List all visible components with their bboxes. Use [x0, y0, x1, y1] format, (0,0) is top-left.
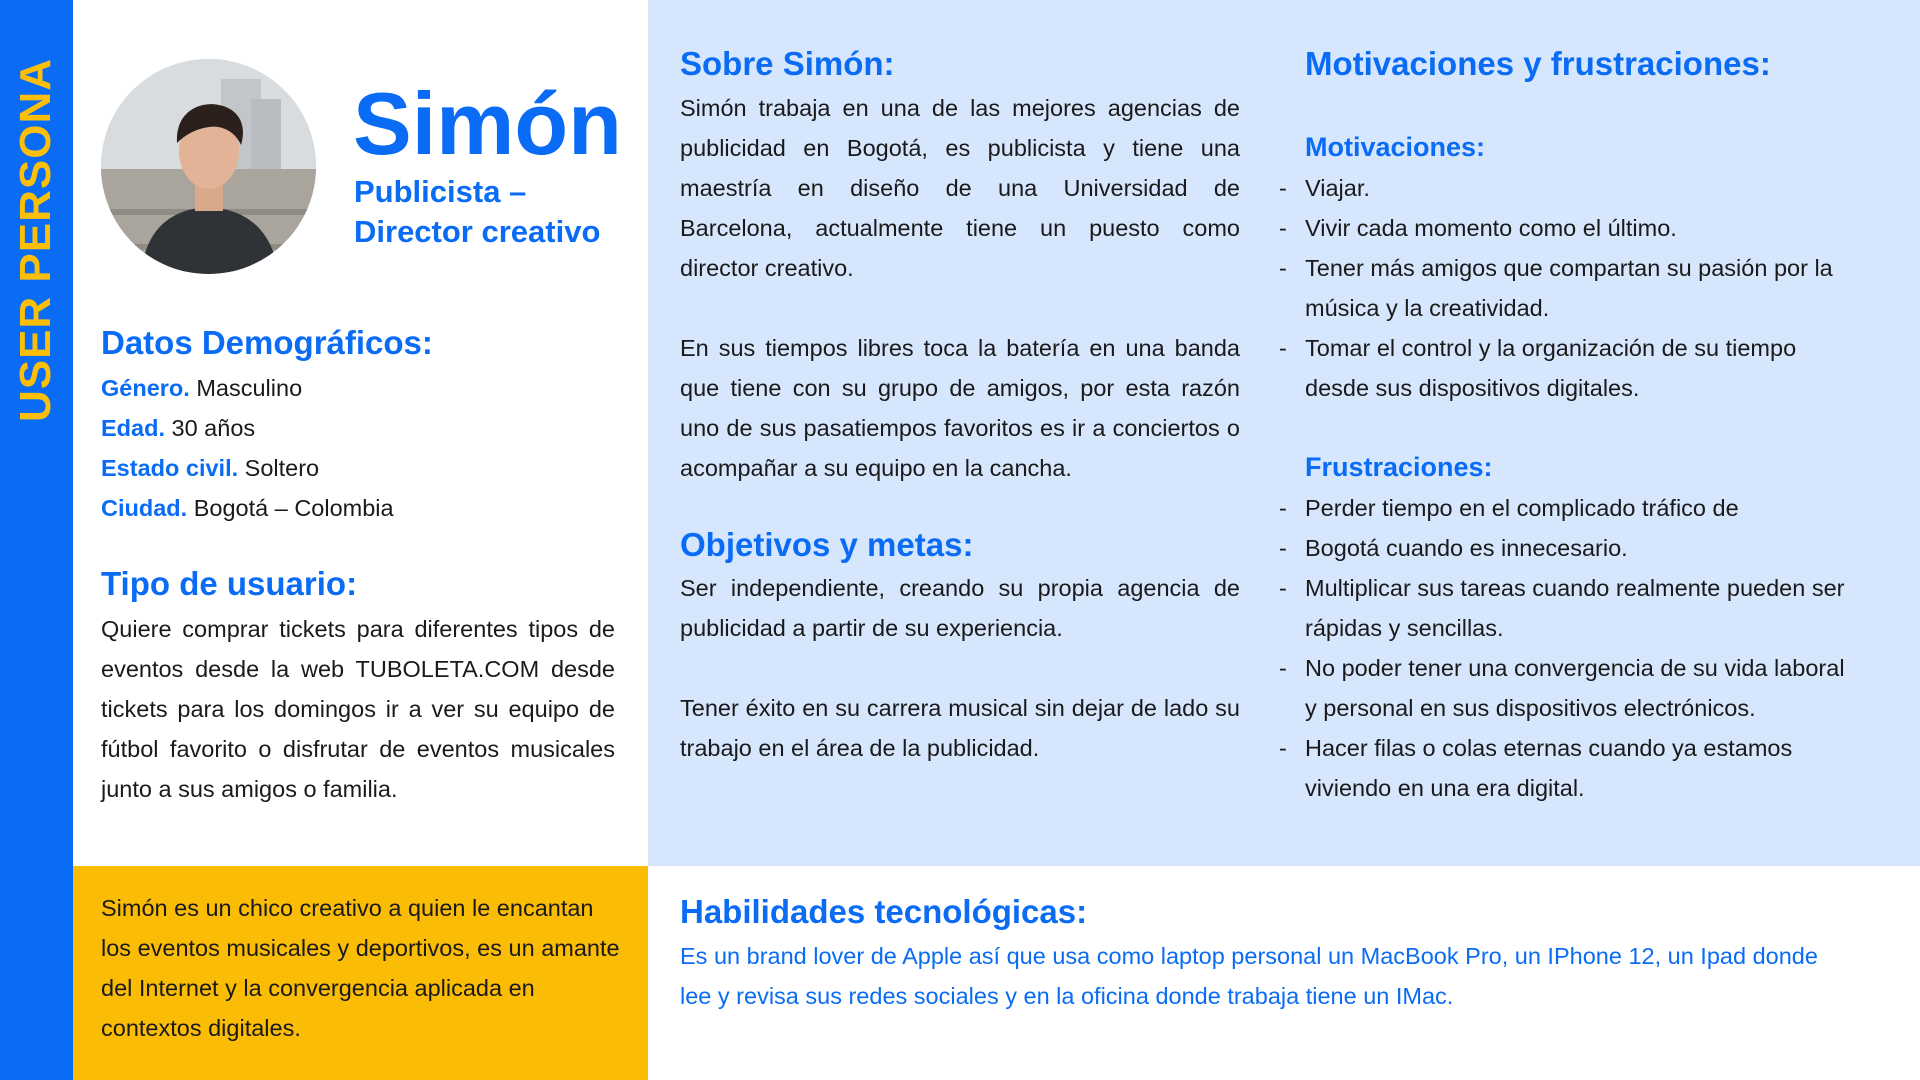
- demographic-value: Soltero: [244, 455, 320, 481]
- user-type-heading: Tipo de usuario:: [101, 565, 358, 602]
- about-paragraph: En sus tiempos libres toca la batería en una banda que tiene con su grupo de amigos, por esta razón uno de sus pasatiempos favoritos es ir a conciertos o acompañar a su equipo en la cancha.: [680, 335, 1240, 481]
- goals-text: [680, 568, 1240, 768]
- motivation-item: - Vivir cada momento como el último.: [1305, 208, 1845, 248]
- goals-paragraph: Tener éxito en su carrera musical sin dejar de lado su trabajo en el área de la publicidad.: [680, 695, 1240, 761]
- motivations-list: [1305, 168, 1845, 408]
- persona-name: Simón: [353, 74, 622, 173]
- motivation-item: - Tener más amigos que compartan su pasión por la música y la creatividad.: [1305, 248, 1845, 328]
- frustration-item: - Bogotá cuando es innecesario.: [1305, 528, 1845, 568]
- demographic-value: 30 años: [171, 415, 256, 441]
- persona-summary: Simón es un chico creativo a quien le encantan los eventos musicales y deportivos, es un amante del Internet y la convergencia aplicada en contextos digitales.: [101, 895, 620, 1041]
- about-heading: Sobre Simón:: [680, 45, 895, 82]
- avatar-photo: [101, 59, 316, 274]
- demographic-label: Género.: [101, 375, 190, 401]
- demographic-value: Masculino: [196, 375, 303, 401]
- tech-skills-text: Es un brand lover de Apple así que usa como laptop personal un MacBook Pro, un IPhone 12, un Ipad donde lee y revisa sus redes sociales y en la oficina donde trabaja tiene un IMac.: [680, 943, 1818, 1009]
- frustration-item: - Perder tiempo en el complicado tráfico de: [1305, 488, 1845, 528]
- motivation-item: - Viajar.: [1305, 168, 1845, 208]
- frustration-item: - No poder tener una convergencia de su vida laboral y personal en sus dispositivos electrónicos.: [1305, 648, 1845, 728]
- demographics-heading: Datos Demográficos:: [101, 324, 433, 361]
- sidebar: [0, 0, 73, 1080]
- frustration-item: - Hacer filas o colas eternas cuando ya estamos viviendo en una era digital.: [1305, 728, 1845, 808]
- tech-skills-heading: Habilidades tecnológicas:: [680, 893, 1088, 930]
- demographic-row-civil-status: [101, 448, 621, 488]
- demographics-list: [101, 368, 621, 528]
- about-paragraph: Simón trabaja en una de las mejores agencias de publicidad en Bogotá, es publicista y tiene una maestría en diseño de una Universidad de Barcelona, actualmente tiene un puesto como director creativo.: [680, 95, 1240, 281]
- demographic-row-city: [101, 488, 621, 528]
- about-text: [680, 88, 1240, 488]
- user-type-text: Quiere comprar tickets para diferentes tipos de eventos desde la web TUBOLETA.COM desde tickets para los domingos ir a ver su equipo de fútbol favorito o disfrutar de eventos musicales junto a sus amigos o familia.: [101, 616, 615, 802]
- frustration-item: - Multiplicar sus tareas cuando realmente pueden ser rápidas y sencillas.: [1305, 568, 1845, 648]
- motivations-frustrations-heading: Motivaciones y frustraciones:: [1305, 45, 1771, 82]
- motivations-heading: Motivaciones:: [1305, 132, 1486, 162]
- goals-heading: Objetivos y metas:: [680, 526, 974, 563]
- motivation-item: - Tomar el control y la organización de su tiempo desde sus dispositivos digitales.: [1305, 328, 1845, 408]
- frustrations-list: [1305, 488, 1845, 808]
- demographic-label: Estado civil.: [101, 455, 239, 481]
- goals-paragraph: Ser independiente, creando su propia agencia de publicidad a partir de su experiencia.: [680, 575, 1240, 641]
- demographic-label: Ciudad.: [101, 495, 188, 521]
- demographic-row-age: [101, 408, 621, 448]
- frustrations-heading: Frustraciones:: [1305, 452, 1493, 482]
- demographic-label: Edad.: [101, 415, 165, 441]
- demographic-row-gender: [101, 368, 621, 408]
- sidebar-title: USER PERSONA: [11, 57, 60, 423]
- demographic-value: Bogotá – Colombia: [193, 495, 394, 521]
- persona-role: Publicista – Director creativo: [354, 174, 601, 249]
